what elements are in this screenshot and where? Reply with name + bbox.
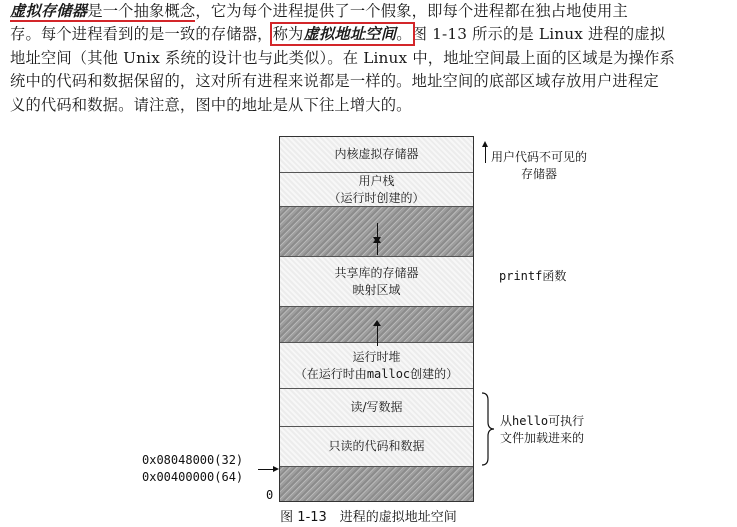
boxed-suffix: 。: [396, 25, 412, 44]
term-virtual-memory: 虚拟存储器: [10, 2, 88, 20]
segment-shared-libs: [280, 257, 473, 307]
segment-ro-code: [280, 427, 473, 467]
heap-sub-c: 创建的）: [410, 366, 459, 381]
body-paragraph: [10, 0, 734, 117]
segment-stack-sublabel: （运行时创建的）: [328, 190, 425, 205]
heap-sub-a: （在运行时由: [294, 366, 367, 381]
boxed-term: [273, 25, 412, 43]
hello-brace-icon: [480, 392, 496, 466]
segment-ro-label: 只读的代码和数据: [328, 439, 425, 453]
address-64bit: 0x00400000(64): [142, 470, 244, 484]
segment-rw-data: [280, 389, 473, 427]
figure-caption: 图 1-13 进程的虚拟地址空间: [280, 510, 457, 525]
segment-stack-label: 用户栈: [358, 173, 395, 188]
kernel-note-line-1: 用户代码不可见的: [491, 150, 588, 164]
paragraph-line-3: 地址空间（其他 Unix 系统的设计也与此类似）。在 Linux 中，地址空间最上面的区域是为操作系: [10, 48, 675, 67]
segment-reserved-bottom: [280, 467, 473, 501]
printf-suffix: 函数: [542, 269, 567, 283]
kernel-note-line-2: 存储器: [521, 167, 558, 181]
line2-start: 存。每个进程看到的是一致的存储器，: [10, 25, 273, 44]
definition-text: 是一个抽象概念: [87, 2, 196, 20]
paragraph-line-4: 统中的代码和数据保留的，这对所有进程来说都是一样的。地址空间的底部区域存放用户进程定: [10, 72, 659, 91]
segment-kernel-label: 内核虚拟存储器: [334, 147, 419, 161]
kernel-note: [491, 149, 587, 183]
term-virtual-address-space: 虚拟地址空间: [303, 25, 397, 44]
address-32bit: 0x08048000(32): [142, 453, 244, 467]
segment-rw-label: 读/写数据: [350, 400, 403, 414]
segment-shared-label: 共享库的存储器: [334, 265, 419, 280]
line1-rest: ，它为每个进程提供了一个假象，即每个进程都在独占地使用主: [195, 2, 628, 20]
hello-suffix: 可执行: [548, 414, 585, 428]
segment-heap-label: 运行时堆: [352, 349, 401, 364]
hello-code: hello: [512, 414, 549, 428]
address-zero: 0: [266, 488, 274, 502]
kernel-bracket-arrow-icon: [483, 141, 489, 163]
segment-user-stack: [280, 173, 473, 207]
boxed-prefix: 称为: [272, 25, 304, 44]
address-space-diagram: [279, 136, 474, 502]
address-pointer-arrow-icon: [258, 466, 280, 474]
underlined-definition: [10, 2, 195, 22]
printf-code: printf: [499, 269, 543, 283]
segment-heap: [280, 343, 473, 389]
segment-shared-sublabel: 映射区域: [352, 282, 401, 297]
segment-heap-sublabel: [295, 366, 458, 383]
paragraph-line-2: [10, 23, 734, 46]
paragraph-line-1: [10, 0, 734, 23]
hello-note: [500, 413, 584, 447]
hello-note-line-1: [500, 413, 584, 430]
line2-rest: 图 1-13 所示的是 Linux 进程的虚拟: [411, 25, 666, 44]
paragraph-line-5: 义的代码和数据。请注意，图中的地址是从下往上增大的。: [10, 95, 412, 114]
hello-prefix: 从: [500, 414, 513, 428]
segment-kernel: [280, 137, 473, 173]
printf-note: [499, 268, 566, 285]
malloc-code: malloc: [366, 366, 411, 381]
hello-note-line-2: 文件加载进来的: [500, 431, 585, 445]
